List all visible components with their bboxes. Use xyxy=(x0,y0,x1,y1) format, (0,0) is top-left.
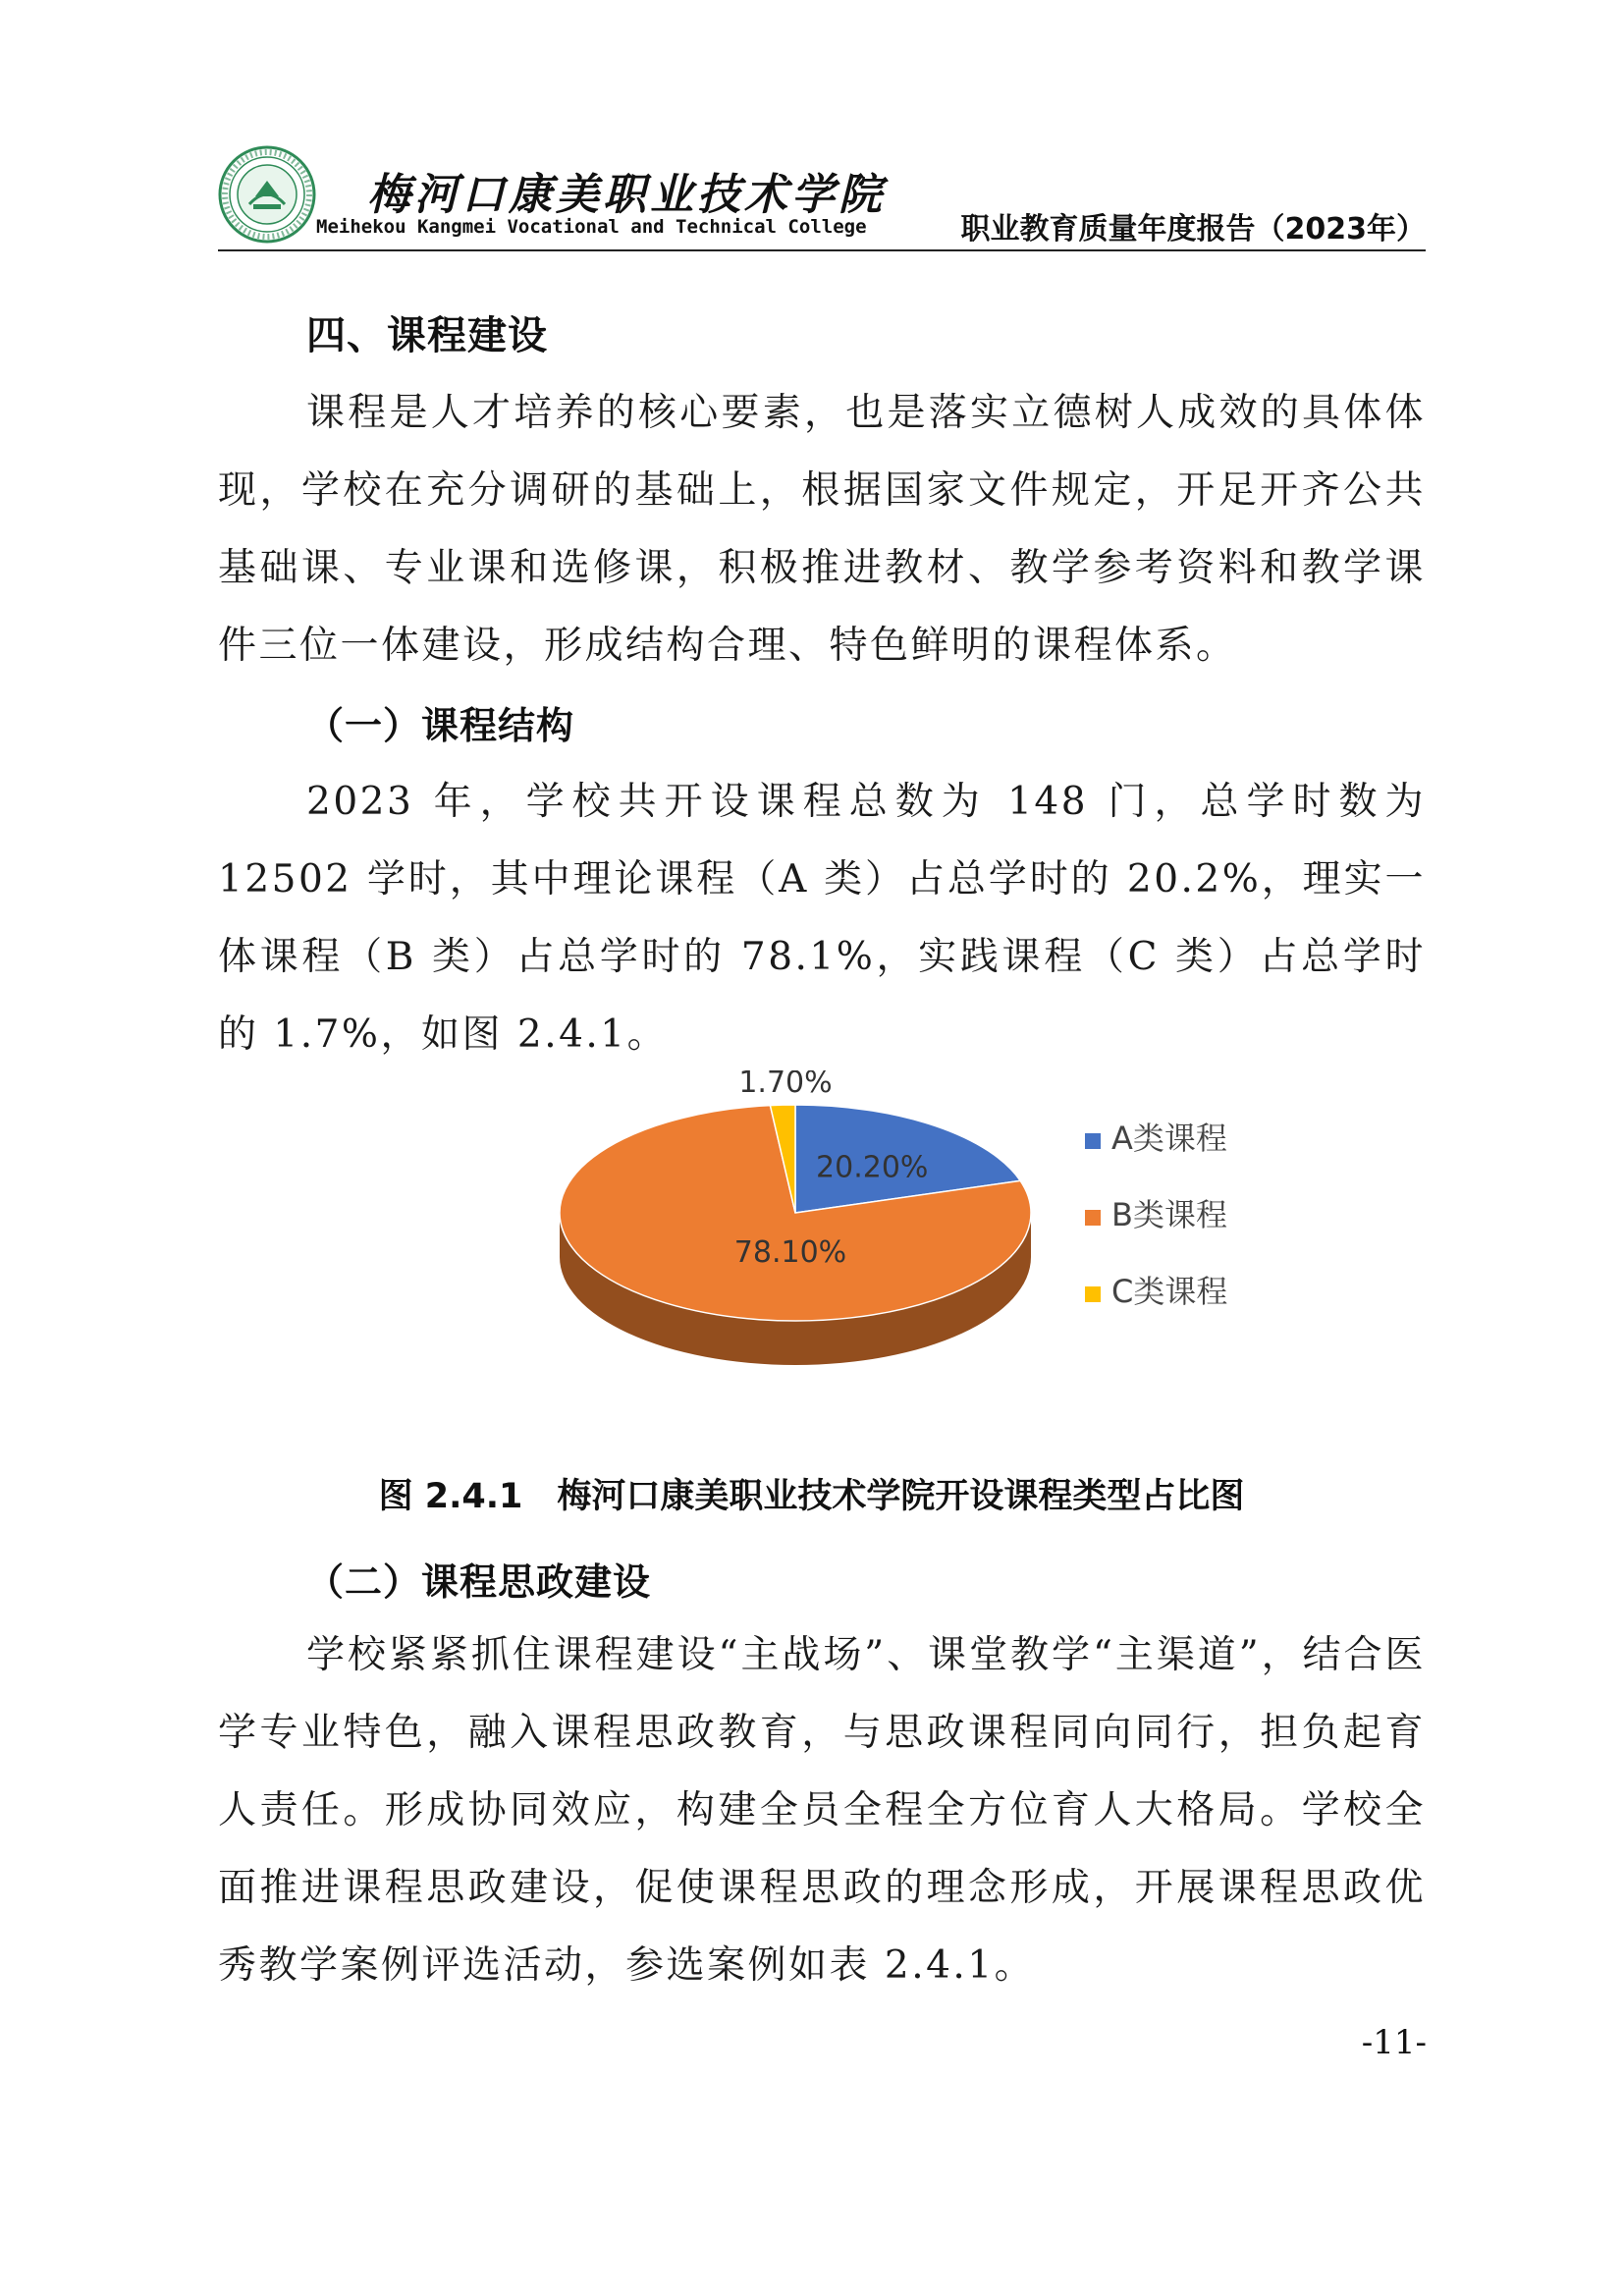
section-title: 四、课程建设 xyxy=(306,313,548,358)
pie-slices xyxy=(560,1105,1031,1321)
pie-data-label-3: 1.70% xyxy=(738,1070,833,1100)
subsection-title-ideological: （二）课程思政建设 xyxy=(306,1559,652,1604)
pie-data-label-1: 20.20% xyxy=(816,1150,929,1185)
ideological-paragraph: 学校紧紧抓住课程建设“主战场”、课堂教学“主渠道”，结合医学专业特色，融入课程思政教育，与思政课程同向同行，担负起育人责任。形成协同效应，构建全员全程全方位育人大格局。学校全面推进课程思政建设，促使课程思政的理念形成，开展课程思政优秀教学案例评选活动，参选案例如表 2.4.1。 xyxy=(218,1633,1426,1988)
course-type-pie-chart xyxy=(550,1070,1296,1444)
legend-label-1: A类课程 xyxy=(1111,1120,1227,1157)
chart-legend xyxy=(1085,1120,1227,1310)
pie-data-label-2: 78.10% xyxy=(733,1235,847,1270)
header-divider xyxy=(218,249,1426,251)
school-name-en: Meihekou Kangmei Vocational and Technical College xyxy=(316,216,867,238)
course-structure-paragraph: 2023 年，学校共开设课程总数为 148 门，总学时数为 12502 学时，其中理论课程（A 类）占总学时的 20.2%，理实一体课程（B 类）占总学时的 78.1%，实践课程（C 类）占总学时的 1.7%，如图 2.4.1。 xyxy=(218,780,1426,1057)
report-title: 职业教育质量年度报告（2023年） xyxy=(960,212,1426,246)
page-header xyxy=(218,145,1426,249)
legend-swatch-3 xyxy=(1085,1286,1101,1302)
school-logo-icon xyxy=(218,145,316,244)
legend-label-3: C类课程 xyxy=(1111,1273,1228,1310)
legend-swatch-1 xyxy=(1085,1133,1101,1149)
section-intro-paragraph: 课程是人才培养的核心要素，也是落实立德树人成效的具体体现，学校在充分调研的基础上，根据国家文件规定，开足开齐公共基础课、专业课和选修课，积极推进教材、教学参考资料和教学课件三位一体建设，形成结构合理、特色鲜明的课程体系。 xyxy=(218,391,1426,668)
figure-caption: 图 2.4.1 梅河口康美职业技术学院开设课程类型占比图 xyxy=(378,1477,1245,1516)
subsection-title-course-structure: （一）课程结构 xyxy=(306,703,575,747)
legend-label-2: B类课程 xyxy=(1111,1196,1227,1233)
legend-swatch-2 xyxy=(1085,1210,1101,1226)
school-name-cn: 梅河口康美职业技术学院 xyxy=(367,170,886,220)
page-number: -11- xyxy=(1361,2023,1427,2062)
